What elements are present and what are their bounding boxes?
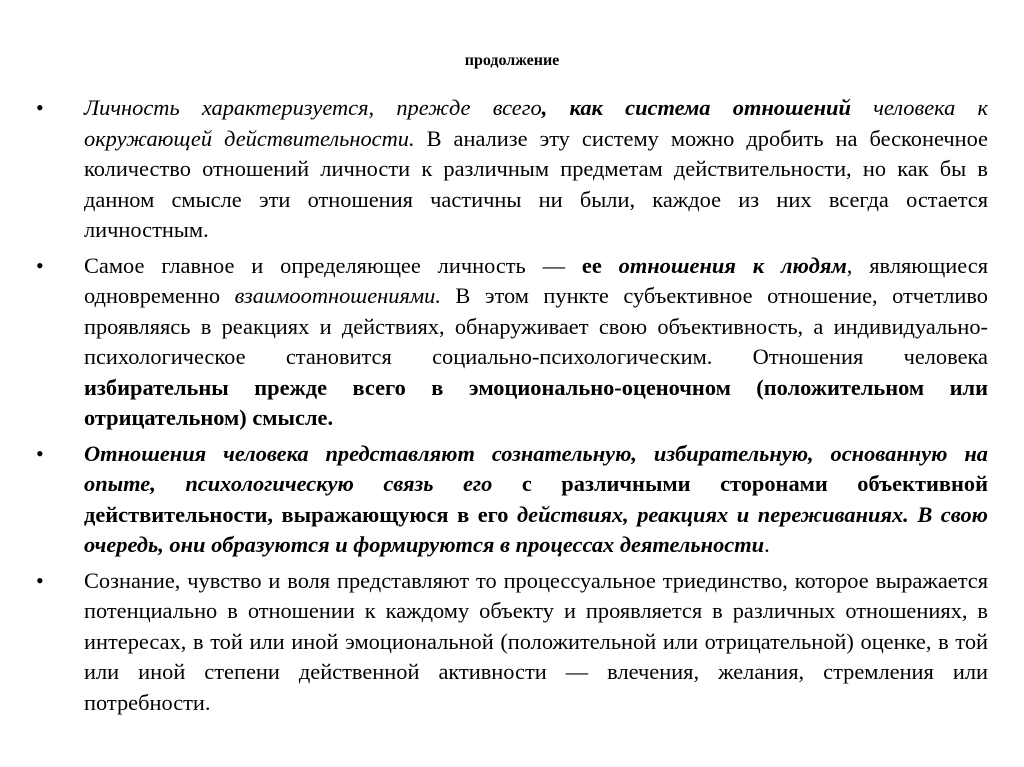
text-regular: В анализе эту систему можно дробить на бесконечное количество отношений личности к различным предметам действительности, но как бы в данном смысле эти отношения частичны ни были, каждое из них всегда остается личностным. [84,125,988,242]
text-regular: , являющиеся одновременно [84,252,988,308]
text-regular: В этом пункте субъективное отношение, отчетливо проявляясь в реакциях и действиях, обнаруживает свою объективность, а индивидуально-психологическое становится социально-психологическим. Отношения человека [84,283,988,369]
slide-title: продолжение [464,52,560,69]
bullet-item-1 [0,93,988,246]
text-italic: человека к окружающей действительности. [84,95,988,151]
bullet-item-2 [0,251,988,434]
text-bold: избирательны прежде всего в эмоционально-оценочном (положительном или отрицательном) смысле. [84,374,988,430]
text-bold: с различными сторонами объективной действительности, выражающуюся в его [84,471,989,527]
bullet-icon: • [36,567,44,593]
bullet-icon: • [36,252,44,278]
text-regular: . [764,532,770,557]
bullet-icon: • [36,95,44,120]
text-regular: Самое главное и определяющее личность — [84,252,582,278]
text-bold: ее [581,252,619,278]
text-bold-italic: , как система отношений [541,95,851,120]
text-italic: взаимоотношениями. [234,283,441,308]
text-regular: Сознание, чувство и воля представляют то процессуальное триединство, которое выражается потенциально в отношении к каждому объекту и проявляется в различных отношениях, в интересах, в той или иной эмоциональной (положительной или отрицательной) оценке, в той или иной степени действенной активности — влечения, желания, стремления или потребности. [84,567,988,715]
text-italic: Личность характеризуется, прежде всего [84,95,542,120]
text-bold-italic: действиях, реакциях и переживаниях. В свою очередь, они образуются и формируются в процессах деятельности [84,501,988,557]
bullet-item-4 [0,566,988,719]
text-bold-italic: отношения к людям [618,252,847,278]
bullet-item-3 [0,439,988,561]
text-bold-italic: Отношения человека представляют сознательную, избирательную, основанную на опыте, психологическую связь его [84,440,988,496]
bullet-icon: • [36,440,44,466]
bullet-list [0,93,1024,723]
